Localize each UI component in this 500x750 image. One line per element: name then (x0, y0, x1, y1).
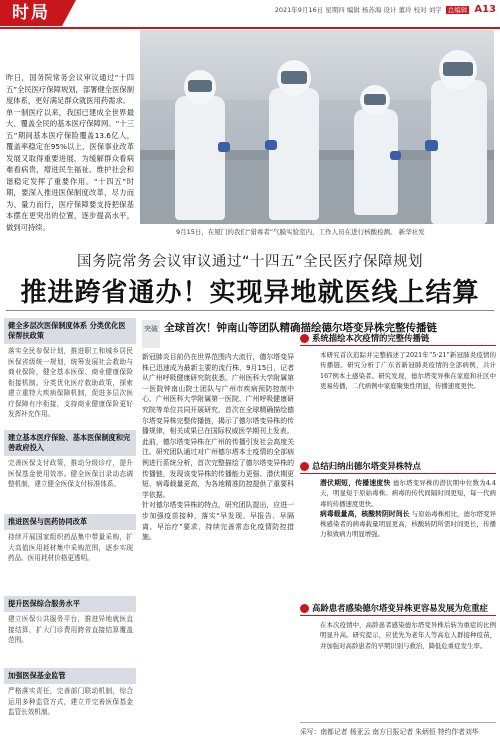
right-section-title: 系统描绘本次疫情的完整传播链 (312, 333, 430, 343)
byline: 采写：南都记者 杨亚云 南方日报记者 朱炳恒 特约作者刘华 (300, 722, 496, 736)
lead-paragraph: 昨日，国务院常务会议审议通过“十四五”全民医疗保障规划，部署健全医保制度体系，更好满足群众就医用药需求。 单一制医疗以来，我国已建成全世界最大、覆盖全民的基本医疗保障网。“十三五”期间基本医疗保险覆盖13.6亿人，覆盖率稳定在95%以上，医保事业改革发展又取得重要进展，为缓解群众看病难看病贵，增进民生福祉、维护社会和谐稳定发挥了重要作用。“十四五”时期，要深入推进医保制度改革，尽力而为、量力而行，医疗保障要支持把保基本摆在更突出的位置，逐步提高水平，做到可持续。 (6, 73, 134, 232)
sidebar-block-title: 健全多层次医保制度体系 分类优化医保帮扶政策 (4, 318, 136, 344)
headline-rule (6, 310, 494, 311)
sidebar-block (4, 430, 136, 490)
right-section-body: 在本次疫情中，高龄患者感染德尔塔变异株后转为重症的比例明显升高。研究提示，应优先为老年人等高危人群接种疫苗，并加强对高龄患者的早期识别与救治，降低危重症发生率。 (320, 621, 496, 650)
sidebar-block-title: 提升医保综合服务水平 (4, 596, 136, 612)
sidebar-block-body: 严格落实责任，完善部门联动机制，综合运用多种监管方式，建立并完善医保基金监管长效机制。 (8, 687, 133, 716)
sidebar-block (4, 318, 136, 420)
headline-kicker: 国务院常务会议审议通过“十四五”全民医疗保障规划 (76, 254, 424, 270)
header-editor-tag: 总编辑 (447, 6, 468, 14)
right-subheading: 潜伏期短，传播速度快 (320, 479, 391, 487)
right-section-body (300, 478, 496, 540)
photo-worker (350, 85, 402, 215)
photo-worker (425, 50, 491, 224)
middle-article-title: 全球首次！钟南山等团队精确描绘德尔塔变异株完整传播链 (164, 322, 437, 334)
section-bullet-icon (300, 462, 309, 471)
right-section (300, 332, 496, 391)
main-headline: 推进跨省通办！实现异地就医线上结算 (20, 278, 480, 308)
middle-article-body: 新冠肺炎目前仍在世界范围内大流行，德尔塔变异株已迅速成为最新主要的流行株，9月15日，记者从广州呼吸健康研究院获悉，广州医科大学附属第一医院钟南山院士团队与广州市疾病预防控制中心、广州医科大学附属第一医院、广州呼吸健康研究院等单位共同开展研究，首次在全球精确描绘德尔塔变异株完整传播链，揭示了德尔塔变异株的传播规律，相关成果已在国际权威医学期刊上发表。 此前，德尔塔变异株在广州的传播引发社会高度关注。研究团队通过对广州德尔塔本土疫情的全部病例进行系统分析，首次完整描绘了德尔塔变异株的传播链，发现该变异株的传播能力更强、潜伏期更短、病毒载量更高，为各地精准防控提供了重要科学依据。 针对德尔塔变异株的特点，研究团队提出，应进一步加强疫苗接种，落实“早发现、早报告、早隔离、早治疗”要求，持续完善常态化疫情防控措施。 (142, 353, 294, 542)
photo-worker (265, 60, 323, 220)
section-rule (300, 473, 496, 474)
right-subbody: 德尔塔变异株的潜伏期中位数为4.4天，明显短于原始毒株。病毒的传代间隔时间更短，每一代病毒的传播速度更快。 (320, 479, 496, 508)
right-section (300, 602, 496, 651)
sidebar-block-body: 持续开展国家组织药品集中带量采购，扩大高值医用耗材集中采购范围，逐步实现药品、医用耗材价格更透明。 (8, 533, 133, 562)
sidebar-block-body: 建立医保公共服务平台，推进异地就医直接结算，扩大门诊费用跨省直接结算覆盖范围。 (8, 615, 133, 644)
sidebar-block-body: 落实全民参保计划，推进职工和城乡居民医保省级统一规划，统筹发展社会救助与商业保险，健全基本医保、商业健康保险衔接机制。分类优化医疗救助政策，探索建立重特大疾病保障机制，促进多层次医疗保障有序衔接，支持商业健康保险更好发挥补充作用。 (8, 347, 133, 418)
sidebar-block-title: 加强医保基金监管 (4, 668, 136, 684)
section-rule (300, 345, 496, 346)
right-column (300, 332, 496, 712)
sidebar-block-title: 推进医保与医药协同改革 (4, 514, 136, 530)
header-meta-text: 2021年9月16日 星期四 编辑 杨苏海 设计 董玲 校对 刘宇 (274, 6, 442, 14)
sidebar-block (4, 514, 136, 564)
sidebar-block-title: 建立基本医疗保险、基本医保制度和完善政府投入 (4, 430, 136, 456)
right-subheading: 病毒载量高，核酸转阴时间长 (320, 509, 410, 518)
page-number: A13 (474, 4, 496, 15)
section-tag: 时局 (0, 0, 62, 26)
right-subbody: 与原始毒株相比，德尔塔变异株感染者的病毒载量明显更高，核酸转阴所需时间更长，传播力和致病力明显增强。 (320, 509, 497, 539)
sidebar-block-body: 完善医保支付政策，推动分级诊疗，提升医保基金使用效率。健全医保目录动态调整机制，建立健全医保支付标准体系。 (8, 459, 133, 488)
section-tag-tail (62, 0, 76, 26)
right-section (300, 460, 496, 540)
section-bullet-icon (300, 334, 309, 343)
section-rule (300, 615, 496, 616)
sidebar-column (4, 318, 136, 746)
right-section-title: 高龄患者感染德尔塔变异株更容易发展为危重症 (312, 603, 488, 613)
right-section-body: 本研究首次追踪并完整描述了2021年“5·21”新冠肺炎疫情的传播链。研究分析了广东省新冠肺炎疫情的全部病例，共计167例本土感染者。研究发现，德尔塔变异株在家庭和社区中更易传播，二代病例中家庭聚集性明显，传播速度更快。 (320, 351, 496, 390)
photo-worker (170, 70, 230, 220)
right-section-title: 总结归纳出德尔塔变异株特点 (312, 461, 421, 471)
sidebar-block (4, 668, 136, 718)
photo-caption: 9月15日，在厦门的我们“猎毒者”气膜实验室内，工作人员在进行核酸检测。 新华社发 (176, 228, 425, 236)
breakthrough-badge: 突破 (142, 320, 160, 348)
header-rule (0, 27, 500, 29)
header-meta (275, 4, 496, 15)
lab-photo (140, 30, 494, 224)
section-bullet-icon (300, 604, 309, 613)
page-header (0, 0, 500, 26)
sidebar-block (4, 596, 136, 646)
